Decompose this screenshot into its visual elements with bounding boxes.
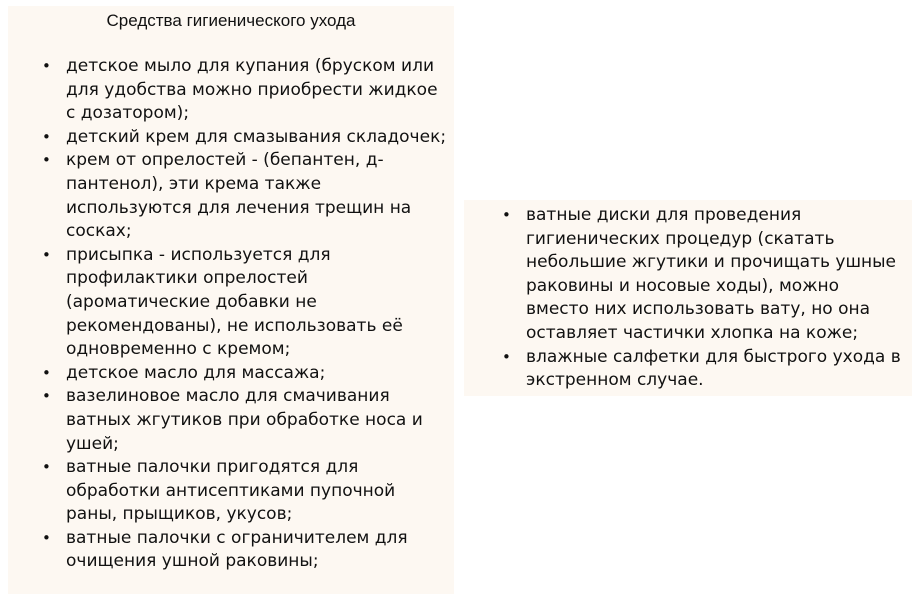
list-item-text: присыпка - используется для профилактики опрелостей (ароматические добавки не рекомендованы), не использовать её одновременно с кремом; (66, 244, 403, 360)
list-item-text: ватные диски для проведения гигиенических процедур (скатать небольшие жгутики и прочищать ушные раковины и носовые ходы), можно вместо них использовать вату, но она оставляет частички хлопка на коже; (526, 205, 897, 343)
list-item (42, 126, 448, 150)
bullet-icon: • (42, 57, 51, 75)
bullet-icon: • (42, 363, 51, 382)
document-title: Средства гигиенического ухода (106, 11, 356, 30)
bullet-icon: • (42, 458, 51, 477)
list-item (42, 55, 448, 126)
list-item (42, 527, 448, 574)
list-item-text: крем от опрелостей - (бепантен, д-пантенол), эти крема также используются для лечения трещин на сосках; (66, 150, 412, 242)
list-item-text: ватные палочки с ограничителем для очищения ушной раковины; (66, 527, 408, 572)
list-item (42, 385, 448, 456)
list-item-text: детское масло для массажа; (66, 362, 326, 383)
list-item-text: вазелиновое масло для смачивания ватных жгутиков при обработке носа и ушей; (66, 386, 423, 454)
bullet-icon: • (42, 151, 51, 170)
list-item (502, 204, 902, 346)
bullet-icon: • (42, 528, 51, 547)
bullet-icon: • (502, 206, 511, 224)
bullet-icon: • (502, 347, 511, 366)
hygiene-items-list-right (502, 204, 902, 393)
list-item (42, 244, 448, 362)
list-item-text: детский крем для смазывания складочек; (66, 126, 447, 147)
list-item-text: влажные салфетки для быстрого ухода в экстренном случае. (526, 346, 901, 391)
list-item (42, 362, 448, 386)
bullet-icon: • (42, 127, 51, 146)
list-item (42, 456, 448, 527)
right-text-panel (464, 200, 912, 396)
bullet-icon: • (42, 245, 51, 264)
hygiene-items-list-left (42, 55, 448, 574)
list-item-text: детское мыло для купания (бруском или для удобства можно приобрести жидкое с дозатором); (66, 56, 438, 124)
list-item (502, 346, 902, 393)
list-item (42, 149, 448, 243)
bullet-icon: • (42, 387, 51, 406)
left-text-panel (8, 6, 454, 594)
list-item-text: ватные палочки пригодятся для обработки антисептиками пупочной раны, прыщиков, укусов; (66, 457, 396, 525)
